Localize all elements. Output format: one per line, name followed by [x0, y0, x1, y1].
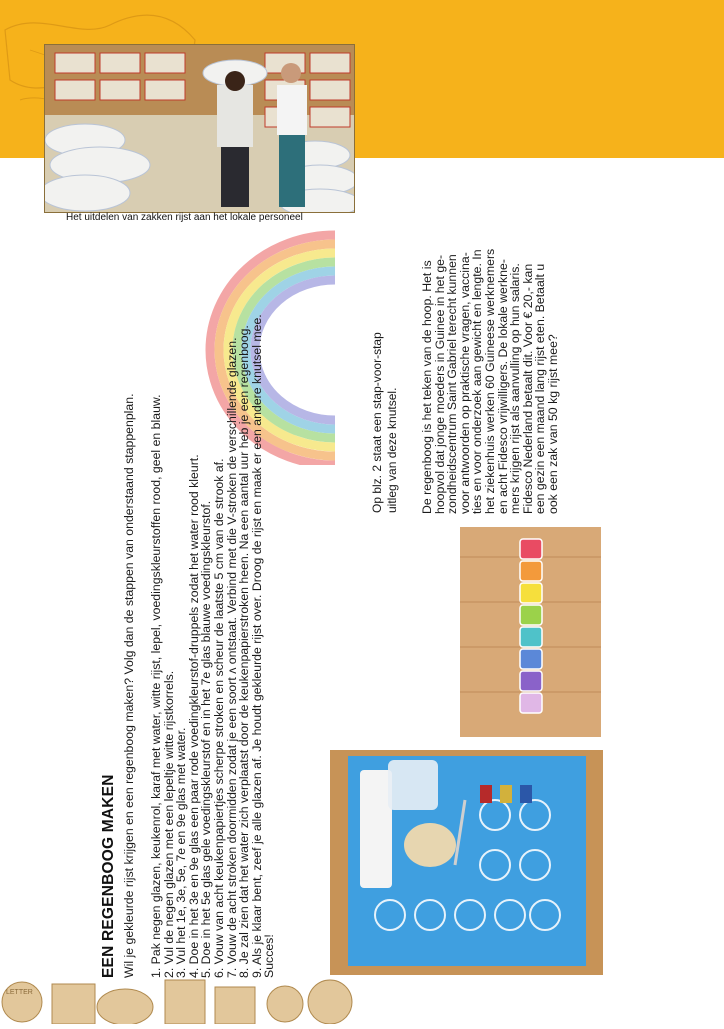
- body-line: De regenboog is het teken van de hoop. Het is: [420, 260, 434, 514]
- list-item: 2. Vul de negen glazen met een lepeltje witte rijstkorrels.: [161, 670, 176, 978]
- closing-text: Succes!: [262, 934, 277, 978]
- article: [100, 218, 276, 978]
- body-line: mers krijgen rijst als aanvulling op hun salaris.: [508, 263, 523, 514]
- body-line: ook een zak van 50 kg rijst mee?: [545, 334, 560, 514]
- list-item: 1. Pak negen glazen, keukenrol, karaf met water, witte rijst, lepel, voedingskleurstoffen rood, geel en blauw.: [149, 394, 163, 978]
- body-line: het ziekenhuis werken 60 Guineese werknemers: [482, 248, 497, 514]
- body-line: ties en voor onderzoek aan gewicht en lengte. In: [470, 249, 485, 514]
- list-item: 7. Vouw de acht stroken doormidden zodat je een soort ʌ ontstaat. Verbind met die V-stroken de verschillende glazen.: [224, 337, 239, 978]
- materials-photo: [330, 750, 603, 975]
- list-item: 3. Vul het 1e, 3e, 5e, 7e en 9e glas met water.: [174, 727, 189, 978]
- article-title: EEN REGENBOOG MAKEN: [100, 774, 117, 978]
- rainbow-glasses-photo: [460, 527, 601, 737]
- list-item: 6. Vouw van acht keukenpapiertjes scherpe stroken en scheur de laatste 5 cm van de strook af.: [211, 458, 226, 978]
- body-line: hoopvol dat jonge moeders in Guinee in het ge-: [432, 254, 447, 514]
- stamp-text: LETTER: [6, 989, 33, 996]
- stamps-strip: [0, 972, 360, 1024]
- photo-caption: Het uitdelen van zakken rijst aan het lokale personeel: [66, 212, 303, 223]
- body-line: zondheidscentrum Saint Gabriel terecht kunnen: [445, 254, 460, 514]
- note-line: Op blz. 2 staat een stap-voor-stap: [370, 332, 384, 513]
- list-item: 9. Als je klaar bent, zeef je alle glazen af. Je houdt gekleurde rijst over. Droog de rijst en maak er een andere knutsel mee.: [249, 314, 264, 978]
- note-line: uitleg van deze knutsel.: [385, 387, 399, 513]
- page-reference-note: [370, 273, 400, 513]
- steps-list: [150, 218, 263, 978]
- body-line: Fidesco Nederland betaalt dit. Voor € 20,- kan: [520, 263, 535, 514]
- body-line: en acht Fidesco vrijwilligers. De lokale werkne-: [495, 259, 510, 514]
- list-item: 5. Doe in het 5e glas gele voedingskleurstof en in het 7e glas blauwe voedingskleurstof.: [199, 500, 214, 978]
- rice-distribution-photo: [44, 44, 355, 213]
- list-item: 4. Doe in het 3e en 9e glas een paar rode voedingkleurstof-druppels zodat het water rood kleurt.: [186, 454, 201, 978]
- article-intro: Wil je gekleurde rijst krijgen en een regenboog maken? Volg dan de stappen van onderstaand stappenplan.: [122, 393, 136, 978]
- body-text: [421, 224, 560, 514]
- body-line: een gezin een maand lang rijst eten. Betaalt u: [533, 263, 548, 514]
- body-line: voor antwoorden op praktische vragen, vaccina-: [457, 252, 472, 514]
- list-item: 8. Je zal zien dat het water zich verplaatst door de keukenpapierstroken heen. Na een aantal uur heb je een regenboog.: [237, 325, 252, 978]
